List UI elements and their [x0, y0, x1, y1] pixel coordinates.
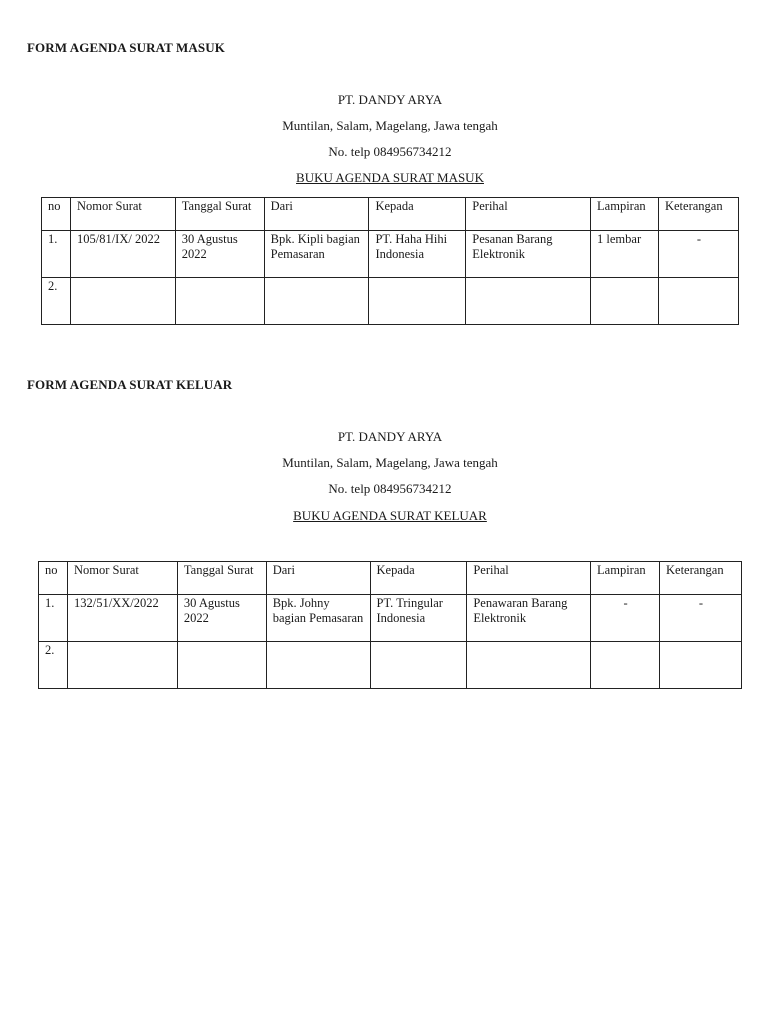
- cell-no: 2.: [39, 642, 68, 689]
- cell-keterangan: -: [660, 595, 742, 642]
- header-keterangan: Keterangan: [660, 562, 742, 595]
- header-kepada: Kepada: [369, 198, 466, 231]
- outgoing-agenda-table: [38, 561, 742, 689]
- cell-dari: Bpk. Kipli bagian Pemasaran: [264, 231, 369, 278]
- cell-tanggal-surat: 30 Agustus 2022: [177, 595, 266, 642]
- header-keterangan: Keterangan: [658, 198, 738, 231]
- header-no: no: [42, 198, 71, 231]
- book-title-incoming: BUKU AGENDA SURAT MASUK: [296, 170, 484, 185]
- cell-kepada: PT. Haha Hihi Indonesia: [369, 231, 466, 278]
- cell-tanggal-surat: [175, 278, 264, 325]
- cell-no: 1.: [42, 231, 71, 278]
- table-row: [39, 642, 742, 689]
- cell-dari: [266, 642, 370, 689]
- cell-kepada: [370, 642, 467, 689]
- cell-perihal: Penawaran Barang Elektronik: [467, 595, 591, 642]
- cell-perihal: [466, 278, 591, 325]
- cell-keterangan: [658, 278, 738, 325]
- header-tanggal-surat: Tanggal Surat: [177, 562, 266, 595]
- cell-lampiran: 1 lembar: [591, 231, 659, 278]
- table-row: [42, 231, 739, 278]
- header-lampiran: Lampiran: [591, 562, 660, 595]
- cell-keterangan: [660, 642, 742, 689]
- cell-nomor-surat: [67, 642, 177, 689]
- cell-lampiran: [591, 278, 659, 325]
- cell-lampiran: -: [591, 595, 660, 642]
- cell-nomor-surat: [70, 278, 175, 325]
- cell-no: 1.: [39, 595, 68, 642]
- cell-perihal: [467, 642, 591, 689]
- company-name-incoming: PT. DANDY ARYA: [337, 92, 443, 107]
- cell-lampiran: [591, 642, 660, 689]
- cell-no: 2.: [42, 278, 71, 325]
- header-nomor-surat: Nomor Surat: [70, 198, 175, 231]
- header-no: no: [39, 562, 68, 595]
- header-dari: Dari: [264, 198, 369, 231]
- header-perihal: Perihal: [466, 198, 591, 231]
- table-header-row: [39, 562, 742, 595]
- cell-perihal: Pesanan Barang Elektronik: [466, 231, 591, 278]
- cell-keterangan: -: [658, 231, 738, 278]
- form-title-outgoing: FORM AGENDA SURAT KELUAR: [27, 377, 233, 392]
- header-nomor-surat: Nomor Surat: [67, 562, 177, 595]
- cell-kepada: [369, 278, 466, 325]
- header-lampiran: Lampiran: [591, 198, 659, 231]
- cell-dari: [264, 278, 369, 325]
- table-header-row: [42, 198, 739, 231]
- cell-tanggal-surat: 30 Agustus 2022: [175, 231, 264, 278]
- incoming-agenda-table: [41, 197, 739, 325]
- company-name-outgoing: PT. DANDY ARYA: [337, 429, 443, 444]
- company-address-outgoing: Muntilan, Salam, Magelang, Jawa tengah: [282, 455, 498, 470]
- form-title-incoming: FORM AGENDA SURAT MASUK: [27, 40, 225, 55]
- cell-kepada: PT. Tringular Indonesia: [370, 595, 467, 642]
- table-row: [42, 278, 739, 325]
- table-row: [39, 595, 742, 642]
- cell-nomor-surat: 105/81/IX/ 2022: [70, 231, 175, 278]
- cell-nomor-surat: 132/51/XX/2022: [67, 595, 177, 642]
- cell-tanggal-surat: [177, 642, 266, 689]
- book-title-outgoing: BUKU AGENDA SURAT KELUAR: [293, 508, 487, 523]
- company-phone-incoming: No. telp 084956734212: [328, 144, 452, 159]
- cell-dari: Bpk. Johny bagian Pemasaran: [266, 595, 370, 642]
- header-kepada: Kepada: [370, 562, 467, 595]
- header-dari: Dari: [266, 562, 370, 595]
- header-perihal: Perihal: [467, 562, 591, 595]
- header-tanggal-surat: Tanggal Surat: [175, 198, 264, 231]
- company-phone-outgoing: No. telp 084956734212: [328, 481, 452, 496]
- company-address-incoming: Muntilan, Salam, Magelang, Jawa tengah: [282, 118, 498, 133]
